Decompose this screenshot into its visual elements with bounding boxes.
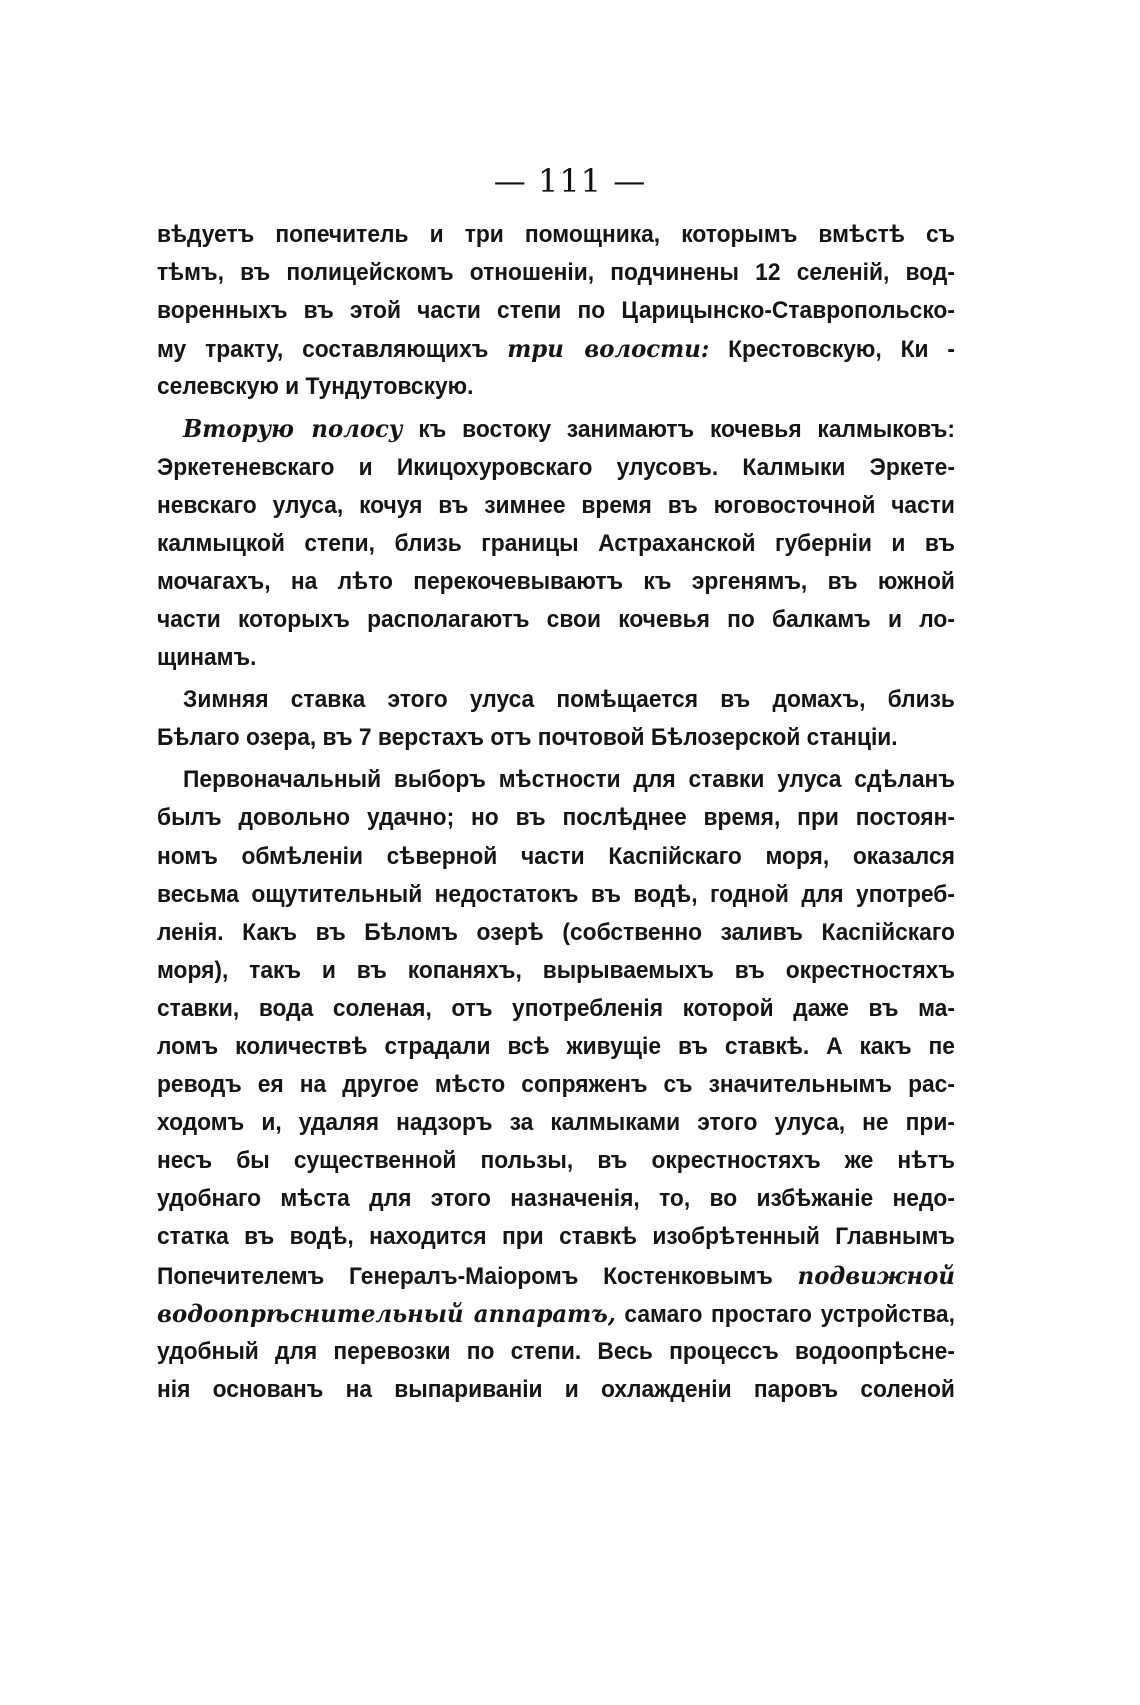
text-line: ходомъ и, удаляя надзоръ за калмыками этого улуса, не при- (157, 1109, 955, 1137)
text-line: Зимняя ставка этого улуса помѣщается въ домахъ, близь (183, 686, 955, 714)
text-line: удобный для перевозки по степи. Весь процессъ водоопрѣсне- (157, 1337, 955, 1365)
text-line (157, 1295, 955, 1333)
text-run: Попечителемъ Генералъ-Маіоромъ Костенковымъ (157, 1262, 798, 1290)
italic-term: водоопрѣснительный аппаратъ, (157, 1298, 616, 1328)
text-line: Бѣлаго озера, въ 7 верстахъ отъ почтовой Бѣлозерской станціи. (157, 724, 898, 752)
text-line: ставки, вода соленая, отъ употребленія которой даже въ ма- (157, 994, 955, 1022)
text-line: части которыхъ располагаютъ свои кочевья по балкамъ и ло- (157, 605, 955, 633)
text-line: реводъ ея на другое мѣсто сопряженъ съ значительнымъ рас- (157, 1071, 955, 1099)
text-line (157, 410, 955, 448)
text-line: ломъ количествѣ страдали всѣ живущіе въ ставкѣ. А какъ пе (157, 1032, 955, 1060)
text-run: Крестовскую, Ки - (709, 336, 955, 364)
text-line: весьма ощутительный недостатокъ въ водѣ, годной для употреб- (157, 880, 955, 908)
text-line: нія основанъ на выпариваніи и охлажденіи паровъ соленой (157, 1375, 955, 1403)
italic-term: три волости: (507, 334, 710, 364)
page-number: — 111 — (493, 162, 647, 200)
text-line: вѣдуетъ попечитель и три помощника, которымъ вмѣстѣ съ (157, 221, 955, 248)
text-run: му тракту, составляющихъ (157, 336, 508, 364)
text-run: самаго простаго устройства, (615, 1300, 955, 1328)
text-run: къ востоку занимаютъ кочевья калмыковъ: (402, 416, 955, 444)
text-line: воренныхъ въ этой части степи по Царицынско-Ставропольско- (157, 297, 955, 325)
text-line: удобнаго мѣста для этого назначенія, то, во избѣжаніе недо- (157, 1185, 955, 1213)
text-line: щинамъ. (157, 644, 257, 672)
body-text (157, 216, 955, 1409)
text-line (157, 330, 955, 368)
text-line (157, 1257, 955, 1295)
text-line: статка въ водѣ, находится при ставкѣ изобрѣтенный Главнымъ (157, 1223, 955, 1251)
text-line: несъ бы существенной пользы, въ окрестностяхъ же нѣтъ (157, 1147, 955, 1175)
text-line: номъ обмѣленіи сѣверной части Каспійскаго моря, оказался (157, 842, 955, 870)
italic-term: подвижной (797, 1260, 955, 1290)
text-line: ленія. Какъ въ Бѣломъ озерѣ (собственно заливъ Каспійскаго (157, 918, 955, 946)
text-line: Эркетеневскаго и Икицохуровскаго улусовъ. Калмыки Эркете- (157, 453, 955, 481)
text-line: былъ довольно удачно; но въ послѣднее время, при постоян- (157, 804, 955, 832)
italic-term: Вторую полосу (183, 414, 403, 444)
text-line: невскаго улуса, кочуя въ зимнее время въ юговосточной части (157, 491, 955, 519)
text-line: мочагахъ, на лѣто перекочевываютъ къ эргенямъ, въ южной (157, 567, 955, 595)
text-line: моря), такъ и въ копаняхъ, вырываемыхъ въ окрестностяхъ (157, 956, 955, 984)
text-line: Первоначальный выборъ мѣстности для ставки улуса сдѣланъ (183, 766, 955, 794)
text-line: калмыцкой степи, близь границы Астраханской губерніи и въ (157, 529, 955, 557)
text-line: тѣмъ, въ полицейскомъ отношеніи, подчинены 12 селеній, вод- (157, 259, 955, 287)
text-line: селевскую и Тундутовскую. (157, 373, 474, 401)
